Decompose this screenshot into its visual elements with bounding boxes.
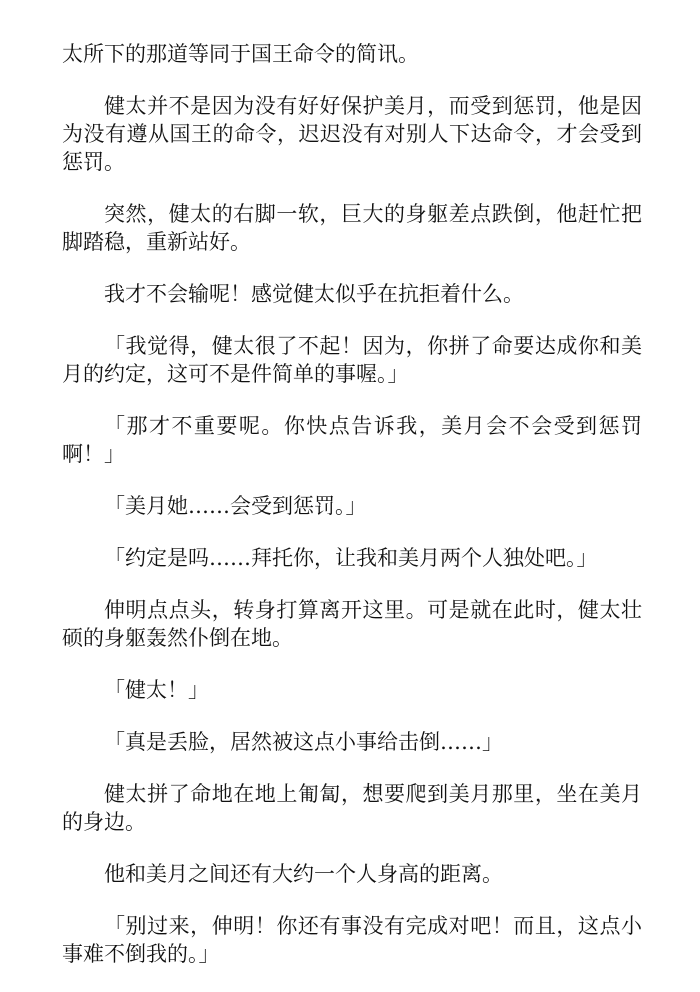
dialogue-paragraph: 「美月她……会受到惩罚。」	[104, 494, 367, 518]
novel-page	[62, 40, 642, 992]
dialogue-paragraph: 「约定是吗……拜托你，让我和美月两个人独处吧。」	[104, 546, 598, 570]
dialogue-paragraph: 「别过来，伸明！你还有事没有完成对吧！而且，这点小事难不倒我的。」	[62, 914, 642, 966]
paragraph: 他和美月之间还有大约一个人身高的距离。	[104, 862, 503, 886]
paragraph: 健太并不是因为没有好好保护美月，而受到惩罚，他是因为没有遵从国王的命令，迟迟没有对别人下达命令，才会受到惩罚。	[62, 94, 642, 174]
paragraph: 太所下的那道等同于国王命令的简讯。	[62, 42, 419, 66]
paragraph: 我才不会输呢！感觉健太似乎在抗拒着什么。	[104, 282, 524, 306]
dialogue-paragraph: 「健太！」	[104, 678, 209, 702]
paragraph: 突然，健太的右脚一软，巨大的身躯差点跌倒，他赶忙把脚踏稳，重新站好。	[62, 202, 642, 254]
dialogue-paragraph: 「那才不重要呢。你快点告诉我，美月会不会受到惩罚啊！」	[62, 414, 642, 466]
dialogue-paragraph: 「我觉得，健太很了不起！因为，你拼了命要达成你和美月的约定，这可不是件简单的事喔。」	[62, 334, 642, 386]
paragraph: 伸明点点头，转身打算离开这里。可是就在此时，健太壮硕的身躯轰然仆倒在地。	[62, 598, 642, 650]
dialogue-paragraph: 「真是丢脸，居然被这点小事给击倒……」	[104, 730, 503, 754]
paragraph: 健太拼了命地在地上匍匐，想要爬到美月那里，坐在美月的身边。	[62, 782, 642, 834]
